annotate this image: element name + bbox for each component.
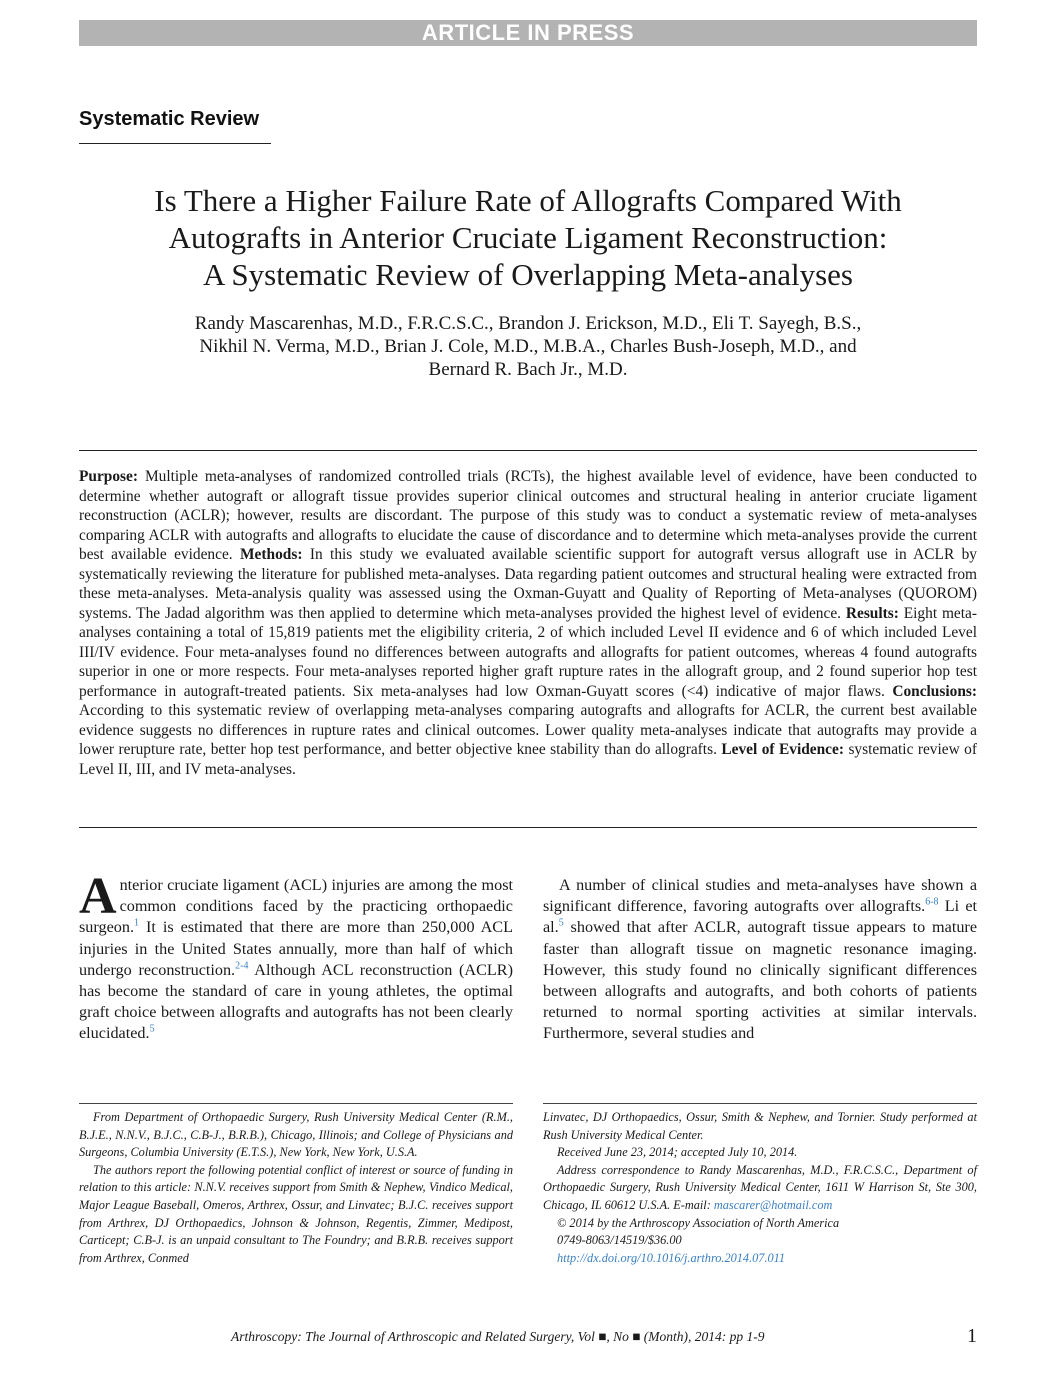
level-of-evidence-text: systematic review of Level II, III, and IV meta-analyses. [79, 741, 977, 778]
citation-link[interactable]: 5 [149, 1024, 155, 1036]
section-rule [79, 143, 271, 144]
address-text: Address correspondence to Randy Mascarenhas, M.D., F.R.C.S.C., Department of Orthopaedic Surgery, Rush University Medical Center, 1611 W Harrison St, Ste 300, Chicago, IL 60612 U.S.A. E-mail: [543, 1162, 977, 1212]
journal-citation: Arthroscopy: The Journal of Arthroscopic and Related Surgery, Vol ■, No ■ (Month), 2014: pp 1-9 [231, 1329, 765, 1344]
body-column-left [79, 868, 513, 1045]
article-title [79, 182, 977, 293]
conflict-note-continued: Linvatec, DJ Orthopaedics, Ossur, Smith & Nephew, and Tornier. Study performed at Rush University Medical Center. [543, 1110, 977, 1142]
body-text: nterior cruciate ligament (ACL) injuries are among the most common conditions faced by the practicing orthopaedic surgeon. [79, 876, 513, 937]
drop-cap: A [79, 868, 117, 925]
citation-link[interactable]: 5 [558, 918, 564, 930]
author-list [79, 312, 977, 381]
author-line: Nikhil N. Verma, M.D., Brian J. Cole, M.D., M.B.A., Charles Bush-Joseph, M.D., and [199, 336, 857, 357]
article-in-press-banner: ARTICLE IN PRESS [79, 20, 977, 46]
purpose-text: Multiple meta-analyses of randomized controlled trials (RCTs), the highest available level of evidence, have been conducted to determine whether autograft or allograft tissue provides superior clinical outcomes and structural healing in anterior cruciate ligament reconstruction (ACLR); however, results are discordant. The purpose of this study was to conduct a systematic review of meta-analyses comparing ACLR with autografts and allografts to elucidate the cause of discordance and to determine which meta-analyses provide the current best available evidence. [79, 468, 977, 563]
page-number: 1 [967, 1325, 977, 1347]
body-text: A number of clinical studies and meta-analyses have shown a significant difference, favoring autografts over allografts. [543, 876, 977, 916]
abstract [79, 467, 977, 779]
abstract-bottom-rule [79, 827, 977, 828]
results-label: Results: [845, 604, 899, 622]
title-line: A Systematic Review of Overlapping Meta-analyses [203, 257, 853, 292]
methods-label: Methods: [240, 546, 303, 563]
author-line: Bernard R. Bach Jr., M.D. [428, 359, 628, 380]
footnotes-right [543, 1109, 977, 1267]
body-text: Although ACL reconstruction (ACLR) has become the standard of care in young athletes, the optimal graft choice between allografts and autografts has not been clearly elucidated. [79, 960, 513, 1043]
citation-link[interactable]: 2-4 [235, 960, 249, 972]
abstract-top-rule [79, 450, 977, 451]
body-text: showed that after ACLR, autograft tissue appears to mature faster than allograft tissue on magnetic resonance imaging. However, this study found no clinically significant differences between allografts and autografts, and both cohorts of patients returned to normal sporting activities at similar intervals. Furthermore, several studies and [543, 918, 977, 1043]
issn-note: 0749-8063/14519/$36.00 [557, 1233, 682, 1248]
results-text: Eight meta-analyses containing a total of 15,819 patients met the eligibility criteria, 2 of which included Level II evidence and 6 of which included Level III/IV evidence. Four meta-analyses found no differences between autografts and allografts for patient outcomes, whereas 4 found autografts superior in one or more respects. Four meta-analyses reported higher graft rupture rates in the allograft group, and 2 found superior hop test performance in autograft-treated patients. Six meta-analyses had low Oxman-Guyatt scores (<4) indicative of major flaws. [79, 604, 977, 700]
author-line: Randy Mascarenhas, M.D., F.R.C.S.C., Brandon J. Erickson, M.D., Eli T. Sayegh, B.S., [194, 313, 862, 334]
email-link[interactable]: mascarer@hotmail.com [713, 1197, 833, 1212]
purpose-label: Purpose: [79, 468, 138, 485]
received-note: Received June 23, 2014; accepted July 10, 2014. [557, 1145, 798, 1160]
footnote-rule [79, 1103, 513, 1104]
body-text: It is estimated that there are more than 250,000 ACL injuries in the United States annually, more than half of which undergo reconstruction. [79, 918, 513, 979]
conclusions-text: According to this systematic review of overlapping meta-analyses comparing autografts and allografts for ACLR, the current best available evidence suggests no differences in rupture rates and clinical outcomes. Lower quality meta-analyses indicate that autografts may provide a lower rerupture rate, better hop test performance, and better objective knee stability than do allografts. [79, 702, 977, 758]
conflict-of-interest-note: The authors report the following potential conflict of interest or source of funding in relation to this article: N.N.V. receives support from Smith & Nephew, Vindico Medical, Major League Baseball, Omeros, Arthrex, Ossur, and Linvatec; B.J.C. receives support from Arthrex, DJ Orthopaedics, Johnson & Johnson, Regentis, Zimmer, Medipost, Carticept; C.B-J. is an unpaid consultant to The Foundry; and B.R.B. receives support from Arthrex, Conmed [79, 1162, 513, 1265]
affiliation-note: From Department of Orthopaedic Surgery, Rush University Medical Center (R.M., B.J.E., N.N.V., B.J.C., C.B-J., B.R.B.), Chicago, Illinois; and College of Physicians and Surgeons, Columbia University (E.T.S.), New York, New York, U.S.A. [79, 1110, 513, 1160]
section-label: Systematic Review [79, 108, 260, 130]
body-column-right [543, 875, 977, 1045]
title-line: Autografts in Anterior Cruciate Ligament Reconstruction: [168, 220, 888, 255]
level-of-evidence-label: Level of Evidence: [721, 741, 844, 758]
footnotes-left [79, 1109, 513, 1267]
title-line: Is There a Higher Failure Rate of Allografts Compared With [154, 183, 902, 218]
footnote-rule [543, 1103, 977, 1104]
citation-link[interactable]: 1 [134, 918, 140, 930]
doi-note [543, 1250, 977, 1268]
correspondence-note [543, 1162, 977, 1215]
doi-link[interactable]: http://dx.doi.org/10.1016/j.arthro.2014.07.011 [557, 1250, 786, 1265]
conclusions-label: Conclusions: [892, 682, 977, 700]
methods-text: In this study we evaluated available scientific support for autograft versus allograft use in ACLR by systematically reviewing the literature for published meta-analyses. Data regarding patient outcomes and structural healing were extracted from these meta-analyses. Meta-analysis quality was assessed using the Oxman-Guyatt and Quality of Reporting of Meta-analyses (QUOROM) systems. The Jadad algorithm was then applied to determine which meta-analyses provided the highest level of evidence. [79, 546, 977, 622]
citation-link[interactable]: 6-8 [925, 896, 939, 908]
copyright-note: © 2014 by the Arthroscopy Association of North America [557, 1215, 840, 1230]
body-text: Li et al. [543, 897, 977, 937]
